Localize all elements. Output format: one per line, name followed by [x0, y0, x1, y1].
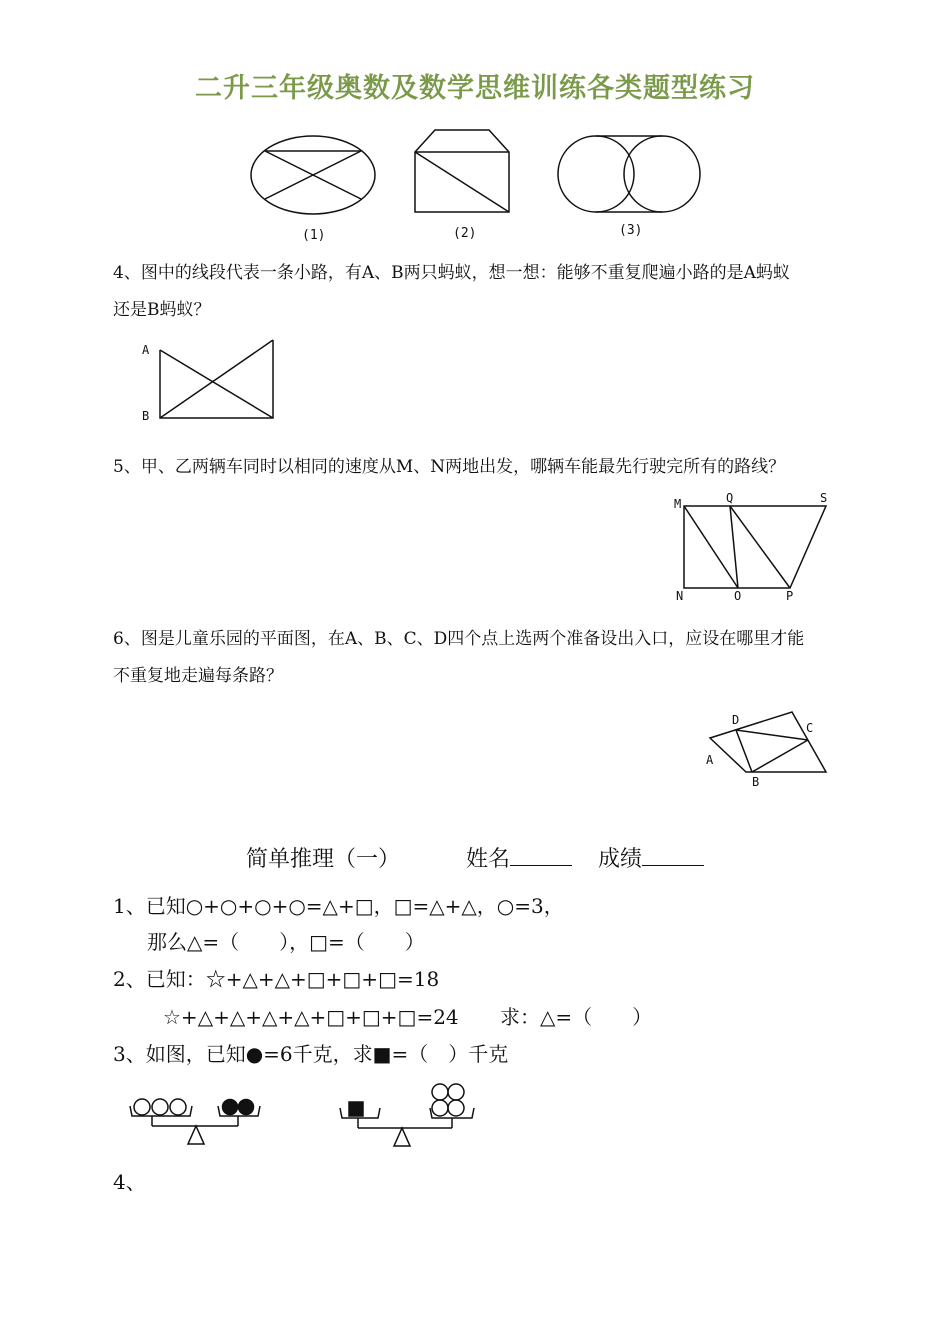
- figure-ellipse-cross: [250, 135, 380, 217]
- q6-figure: [704, 708, 834, 790]
- p2-line1: 2、已知：☆+△+△+□+□+□=18: [113, 967, 440, 991]
- q4-text-line2: 还是B蚂蚁？: [113, 300, 211, 320]
- p1-line2: 那么△=（ ），□=（ ）: [147, 930, 425, 954]
- q5-text: 5、甲、乙两辆车同时以相同的速度从M、N两地出发，哪辆车能最先行驶完所有的路线？: [113, 457, 786, 477]
- section-heading: [0, 842, 950, 873]
- q5-label-m: M: [674, 497, 682, 511]
- score-blank[interactable]: [642, 845, 704, 866]
- name-blank[interactable]: [510, 845, 572, 866]
- figure-house-shape: [413, 128, 513, 216]
- q6-text-line2: 不重复地走遍每条路？: [113, 666, 283, 686]
- q4-figure: [140, 338, 280, 430]
- q6-label-c: C: [806, 721, 814, 735]
- q6-label-d: D: [732, 713, 740, 727]
- p2-ask: 求：△=（ ）: [500, 1005, 653, 1029]
- figure-2-label: (2): [453, 226, 477, 241]
- q5-label-s: S: [820, 491, 828, 505]
- balance-scale-1: [128, 1096, 274, 1150]
- q4-label-b: B: [142, 409, 150, 423]
- q6-text-line1: 6、图是儿童乐园的平面图，在A、B、C、D四个点上选两个准备设出入口，应设在哪里才能: [113, 629, 805, 649]
- figure-1-label: (1): [302, 228, 326, 243]
- p2-line2: ☆+△+△+△+△+□+□+□=24: [163, 1005, 459, 1029]
- q4-text-line1: 4、图中的线段代表一条小路，有A、B两只蚂蚁，想一想：能够不重复爬遍小路的是A蚂蚁: [113, 263, 790, 283]
- score-label: 成绩: [598, 847, 643, 872]
- q5-figure: [672, 490, 840, 602]
- q5-label-q: Q: [726, 491, 734, 505]
- p4-text: 4、: [113, 1170, 146, 1194]
- balance-scale-2: [338, 1080, 488, 1150]
- q5-label-p: P: [786, 589, 794, 603]
- p3-text: 3、如图，已知●=6千克，求■=（ ）千克: [113, 1042, 509, 1066]
- q6-label-b: B: [752, 775, 760, 789]
- p1-line1: 1、已知○+○+○+○=△+□，□=△+△，○=3，: [113, 894, 564, 918]
- figure-3-label: (3): [619, 223, 643, 238]
- figure-two-circles: [556, 136, 706, 216]
- name-label: 姓名: [465, 847, 510, 872]
- q4-label-a: A: [142, 343, 150, 357]
- q6-label-a: A: [706, 753, 714, 767]
- page-title: 二升三年级奥数及数学思维训练各类题型练习: [195, 73, 755, 104]
- section-title: 简单推理（一）: [245, 847, 400, 872]
- q5-label-o: O: [734, 589, 742, 603]
- q5-label-n: N: [676, 589, 684, 603]
